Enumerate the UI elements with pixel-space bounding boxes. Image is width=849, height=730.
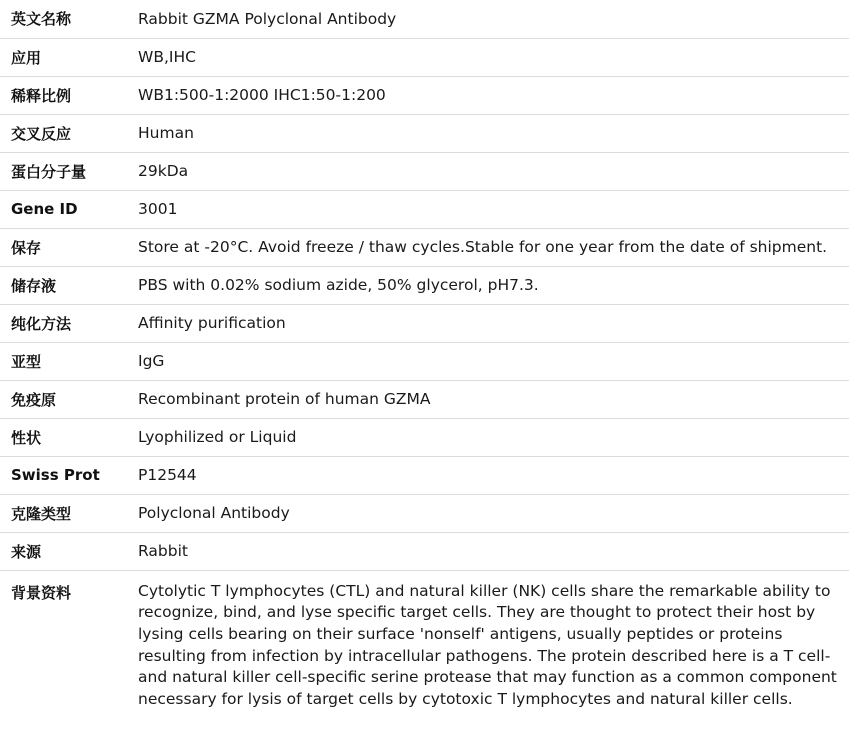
spec-row-host bbox=[0, 532, 849, 570]
spec-row-clonality bbox=[0, 494, 849, 532]
spec-row-application bbox=[0, 38, 849, 76]
spec-label: Swiss Prot bbox=[0, 456, 138, 494]
spec-label: 克隆类型 bbox=[0, 494, 138, 532]
spec-label: Gene ID bbox=[0, 190, 138, 228]
spec-row-form bbox=[0, 418, 849, 456]
spec-label: 应用 bbox=[0, 38, 138, 76]
spec-label: 免疫原 bbox=[0, 380, 138, 418]
spec-value-background: Cytolytic T lymphocytes (CTL) and natural killer (NK) cells share the remarkable ability to recognize, bind, and lyse specific target cells. They are thought to protect their host by lysing cells bearing on their surface 'nonself' antigens, usually peptides or proteins resulting from infection by intracellular pathogens. The protein described here is a T cell- and natural killer cell-specific serine protease that may function as a common component necessary for lysis of target cells by cytotoxic T lymphocytes and natural killer cells. bbox=[138, 581, 837, 709]
spec-label: 亚型 bbox=[0, 342, 138, 380]
spec-row-gene-id bbox=[0, 190, 849, 228]
spec-label: 性状 bbox=[0, 418, 138, 456]
spec-value: PBS with 0.02% sodium azide, 50% glycerol, pH7.3. bbox=[138, 266, 849, 304]
spec-row-immunogen bbox=[0, 380, 849, 418]
spec-value: 3001 bbox=[138, 190, 849, 228]
spec-label: 背景资料 bbox=[11, 583, 72, 602]
spec-row-swiss-prot bbox=[0, 456, 849, 494]
spec-label: 稀释比例 bbox=[0, 76, 138, 114]
spec-value: Recombinant protein of human GZMA bbox=[138, 380, 849, 418]
spec-row-dilution bbox=[0, 76, 849, 114]
spec-label: 英文名称 bbox=[0, 0, 138, 38]
spec-value: Affinity purification bbox=[138, 304, 849, 342]
spec-row-background bbox=[0, 570, 849, 711]
spec-row-reactivity bbox=[0, 114, 849, 152]
spec-value: Rabbit GZMA Polyclonal Antibody bbox=[138, 0, 849, 38]
spec-value: Human bbox=[138, 114, 849, 152]
spec-row-storage bbox=[0, 228, 849, 266]
spec-label: 来源 bbox=[0, 532, 138, 570]
spec-label: 蛋白分子量 bbox=[0, 152, 138, 190]
spec-value: 29kDa bbox=[138, 152, 849, 190]
spec-value: P12544 bbox=[138, 456, 849, 494]
spec-label: 储存液 bbox=[0, 266, 138, 304]
spec-value: WB1:500-1:2000 IHC1:50-1:200 bbox=[138, 76, 849, 114]
spec-value: Store at -20°C. Avoid freeze / thaw cycles.Stable for one year from the date of shipment. bbox=[138, 228, 849, 266]
spec-row-purification bbox=[0, 304, 849, 342]
spec-value: WB,IHC bbox=[138, 38, 849, 76]
spec-value: Polyclonal Antibody bbox=[138, 494, 849, 532]
spec-row-molecular-weight bbox=[0, 152, 849, 190]
spec-label: 纯化方法 bbox=[0, 304, 138, 342]
spec-row-isotype bbox=[0, 342, 849, 380]
spec-row-english-name bbox=[0, 0, 849, 38]
spec-row-buffer bbox=[0, 266, 849, 304]
spec-value: Lyophilized or Liquid bbox=[138, 418, 849, 456]
spec-value: IgG bbox=[138, 342, 849, 380]
spec-value: Rabbit bbox=[138, 532, 849, 570]
spec-label: 交叉反应 bbox=[0, 114, 138, 152]
spec-label: 保存 bbox=[0, 228, 138, 266]
